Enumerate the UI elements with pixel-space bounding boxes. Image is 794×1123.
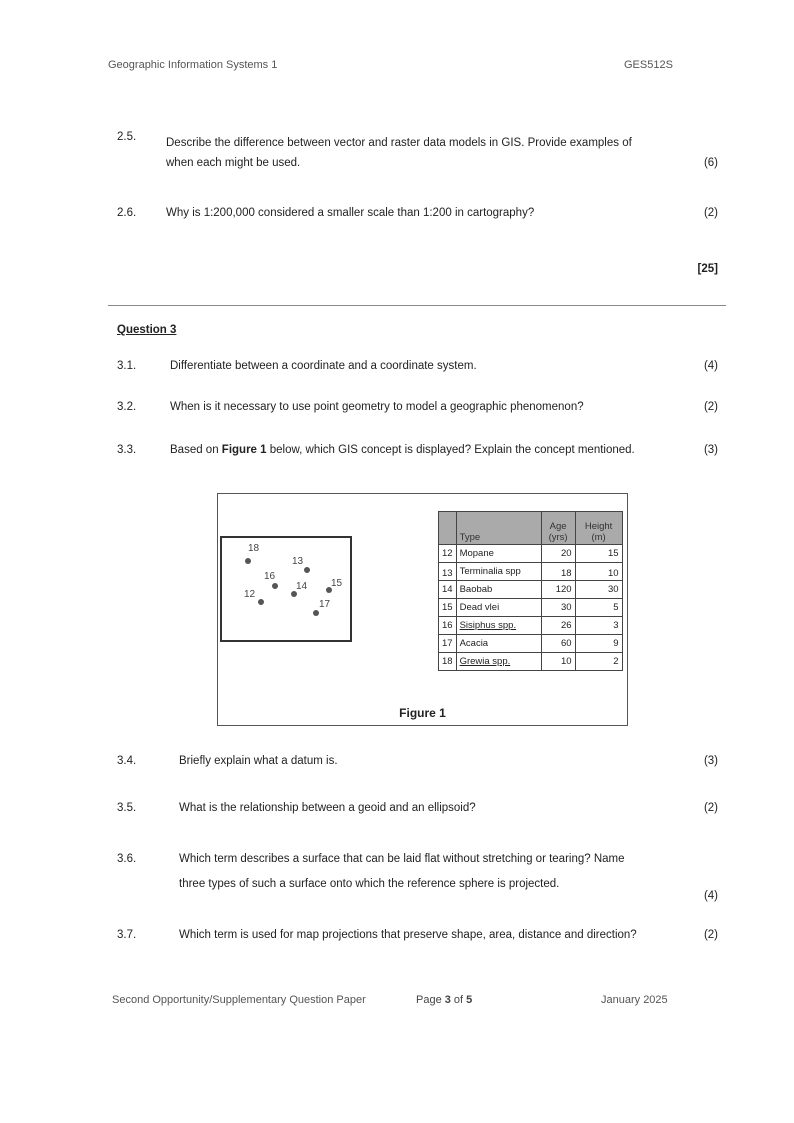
q3-6-text-2: three types of such a surface onto which the reference sphere is projected. (179, 878, 560, 890)
cell-height: 2 (575, 653, 622, 671)
cell-type: Terminalia spp (456, 563, 541, 581)
cell-id: 13 (439, 563, 457, 581)
table-row (439, 635, 623, 653)
point-map (220, 536, 352, 642)
q3-2-marks: (2) (703, 401, 718, 413)
point-label: 15 (331, 578, 343, 589)
cell-id: 17 (439, 635, 457, 653)
figure-reference: Figure 1 (221, 444, 267, 456)
q3-3-text-pre: Based on (170, 444, 222, 456)
q2-5-marks: (6) (703, 157, 718, 169)
q3-7-text: Which term is used for map projections that preserve shape, area, distance and direction? (179, 929, 637, 941)
page-prefix: Page (416, 994, 445, 1006)
header-course: Geographic Information Systems 1 (108, 59, 278, 71)
cell-id: 16 (439, 617, 457, 635)
table-row (439, 653, 623, 671)
header-id (439, 512, 457, 545)
q3-1-text: Differentiate between a coordinate and a coordinate system. (170, 360, 477, 372)
q3-7-number: 3.7. (117, 929, 137, 941)
q3-4-text: Briefly explain what a datum is. (179, 755, 338, 767)
q3-5-number: 3.5. (117, 802, 137, 814)
question-3-title: Question 3 (117, 324, 177, 336)
page-number: 3 (444, 994, 451, 1006)
q3-6-number: 3.6. (117, 853, 137, 865)
figure-caption: Figure 1 (399, 706, 446, 720)
page-of: of (450, 994, 467, 1006)
q3-1-marks: (4) (703, 360, 718, 372)
q3-6-text-1: Which term describes a surface that can be laid flat without stretching or tearing? Name (179, 853, 625, 865)
map-point (304, 567, 310, 573)
q3-6-marks: (4) (703, 890, 718, 902)
cell-id: 18 (439, 653, 457, 671)
q2-5-number: 2.5. (117, 131, 137, 143)
tree-attribute-table (438, 511, 623, 671)
table-row (439, 563, 623, 581)
q3-5-text: What is the relationship between a geoid and an ellipsoid? (179, 802, 476, 814)
footer-page (416, 994, 472, 1006)
cell-height: 10 (575, 563, 622, 581)
q3-3-number: 3.3. (117, 444, 137, 456)
q3-4-marks: (3) (703, 755, 718, 767)
table-row (439, 545, 623, 563)
header-type: Type (456, 512, 541, 545)
map-point (313, 610, 319, 616)
section-total: [25] (697, 263, 718, 275)
cell-age: 10 (541, 653, 575, 671)
point-label: 17 (319, 599, 331, 610)
cell-id: 15 (439, 599, 457, 617)
cell-age: 30 (541, 599, 575, 617)
cell-height: 3 (575, 617, 622, 635)
map-point (272, 583, 278, 589)
cell-type: Mopane (456, 545, 541, 563)
figure-1 (217, 493, 628, 726)
footer-date: January 2025 (601, 994, 668, 1006)
q2-5-text-1: Describe the difference between vector and raster data models in GIS. Provide examples of (166, 137, 632, 149)
cell-id: 12 (439, 545, 457, 563)
q2-6-number: 2.6. (117, 207, 137, 219)
cell-height: 15 (575, 545, 622, 563)
point-label: 13 (292, 556, 304, 567)
cell-id: 14 (439, 581, 457, 599)
table-row (439, 617, 623, 635)
cell-type: Dead vlei (456, 599, 541, 617)
q3-7-marks: (2) (703, 929, 718, 941)
cell-type: Sisiphus spp. (456, 617, 541, 635)
table-row (439, 581, 623, 599)
q2-6-marks: (2) (703, 207, 718, 219)
cell-height: 5 (575, 599, 622, 617)
cell-type: Acacia (456, 635, 541, 653)
cell-age: 60 (541, 635, 575, 653)
cell-age: 26 (541, 617, 575, 635)
cell-age: 20 (541, 545, 575, 563)
q2-5-text-2: when each might be used. (166, 157, 301, 169)
cell-type: Grewia spp. (456, 653, 541, 671)
header-height: Height (m) (575, 512, 622, 545)
q3-3-text-post: below, which GIS concept is displayed? Explain the concept mentioned. (266, 444, 635, 456)
page-total: 5 (466, 994, 473, 1006)
map-point (245, 558, 251, 564)
q3-3-marks: (3) (703, 444, 718, 456)
map-point (258, 599, 264, 605)
q3-1-number: 3.1. (117, 360, 137, 372)
point-label: 16 (264, 571, 276, 582)
table-row (439, 599, 623, 617)
q3-3-text (170, 444, 635, 456)
footer-paper: Second Opportunity/Supplementary Question Paper (112, 994, 366, 1006)
cell-age: 120 (541, 581, 575, 599)
point-label: 12 (244, 589, 256, 600)
cell-height: 9 (575, 635, 622, 653)
header-age: Age (yrs) (541, 512, 575, 545)
point-label: 14 (296, 581, 308, 592)
cell-type: Baobab (456, 581, 541, 599)
table-header-row (439, 512, 623, 545)
q2-6-text: Why is 1:200,000 considered a smaller scale than 1:200 in cartography? (166, 207, 535, 219)
q3-4-number: 3.4. (117, 755, 137, 767)
q3-2-number: 3.2. (117, 401, 137, 413)
section-divider (108, 305, 726, 306)
cell-age: 18 (541, 563, 575, 581)
header-code: GES512S (624, 59, 673, 71)
cell-height: 30 (575, 581, 622, 599)
q3-5-marks: (2) (703, 802, 718, 814)
point-label: 18 (248, 543, 260, 554)
q3-2-text: When is it necessary to use point geometry to model a geographic phenomenon? (170, 401, 584, 413)
